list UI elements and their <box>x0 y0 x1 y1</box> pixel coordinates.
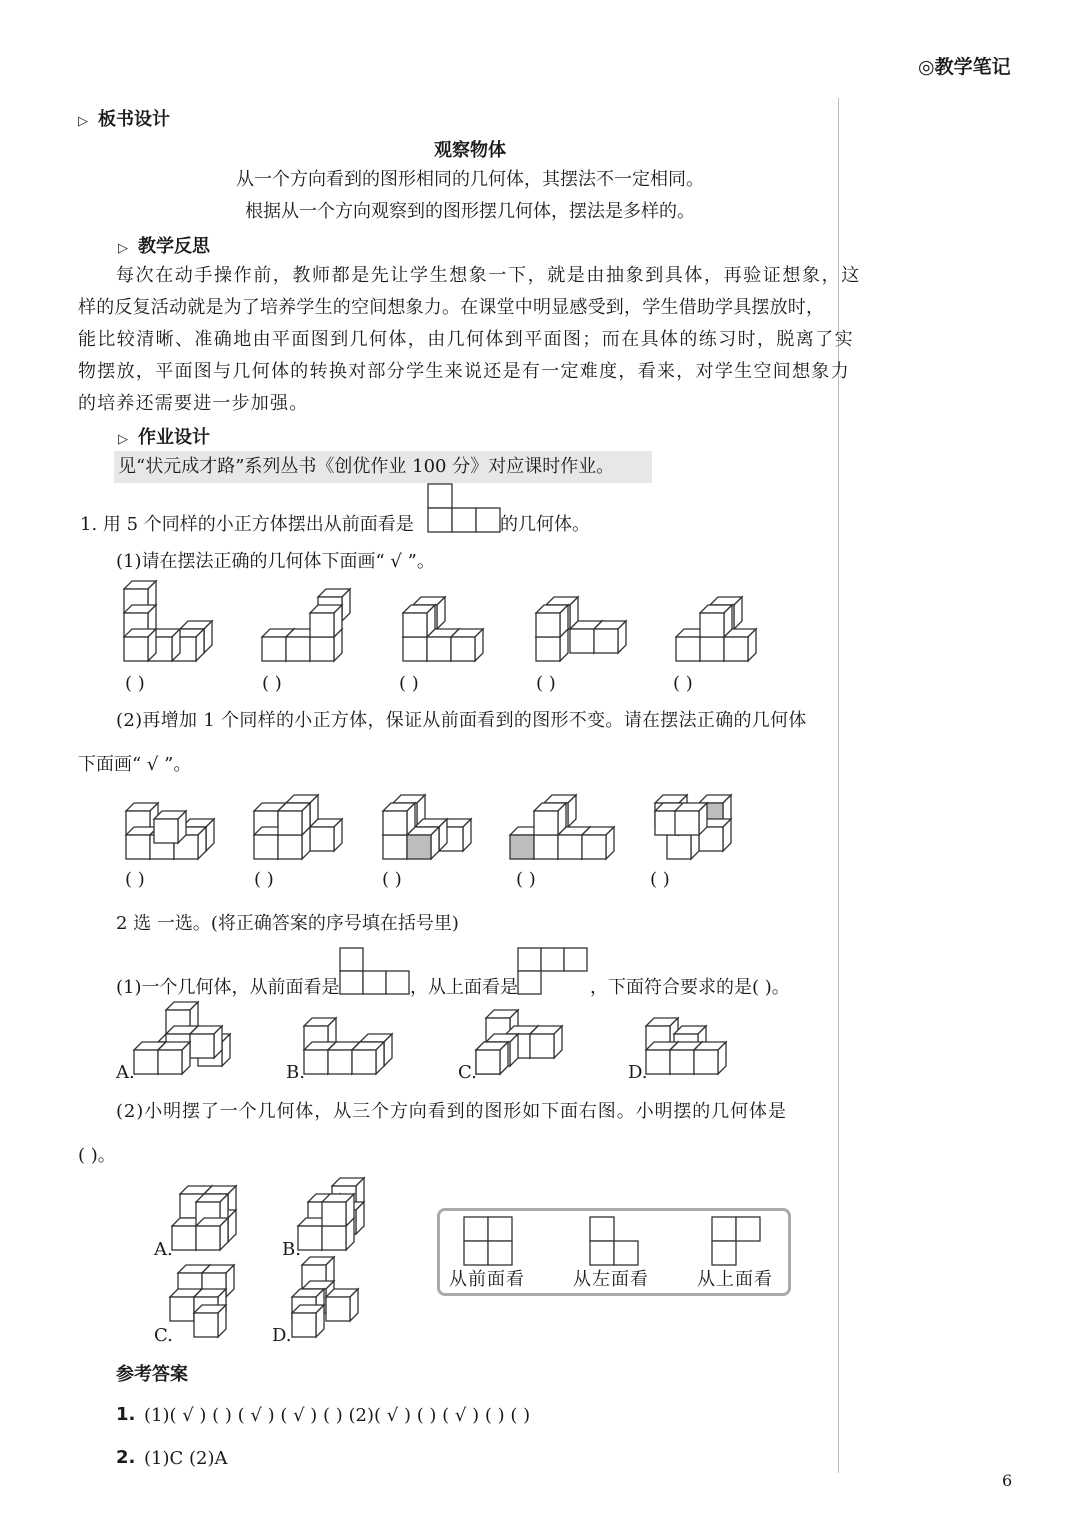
option-a-label: A. <box>154 1239 173 1260</box>
answer-blank[interactable]: ( ) <box>125 673 145 694</box>
notes-header: ◎教学笔记 <box>918 56 1011 78</box>
reflection-line: 的培养还需要进一步加强。 <box>78 393 309 414</box>
view-label-top: 从上面看 <box>697 1269 773 1290</box>
q2-sub1-c: ，下面符合要求的是( )。 <box>590 977 790 998</box>
answer-2: (1)C (2)A <box>144 1448 228 1469</box>
q1-stem-end: 的几何体。 <box>500 514 590 535</box>
answer-blank[interactable]: ( ) <box>516 869 536 890</box>
section-title: 板书设计 <box>98 109 170 130</box>
q2-sub2-line2: ( )。 <box>78 1145 116 1166</box>
left-view-grid <box>590 1217 638 1265</box>
reflection-line: 每次在动手操作前，教师都是先让学生想象一下，就是由抽象到具体，再验证想象，这 <box>116 265 861 286</box>
answers-heading: 参考答案 <box>116 1364 188 1385</box>
front-view-grid <box>464 1217 512 1265</box>
option-c-label: C. <box>458 1062 477 1083</box>
homework-text: 见“状元成才路”系列丛书《创优作业 100 分》对应课时作业。 <box>114 451 652 483</box>
q2-sub1-a: (1)一个几何体，从前面看是 <box>116 977 340 998</box>
answer-1-number: 1. <box>116 1404 136 1425</box>
q1-sub2-line2: 下面画“ √ ”。 <box>78 754 192 775</box>
section-title: 作业设计 <box>138 427 210 448</box>
answer-blank[interactable]: ( ) <box>382 869 402 890</box>
board-line-2: 根据从一个方向观察到的图形摆几何体，摆法是多样的。 <box>245 201 695 222</box>
q2-sub1-b: ，从上面看是 <box>410 977 518 998</box>
answer-blank[interactable]: ( ) <box>399 673 419 694</box>
option-b-label: B. <box>286 1062 305 1083</box>
answer-blank[interactable]: ( ) <box>536 673 556 694</box>
q1-sub1: (1)请在摆法正确的几何体下面画“ √ ”。 <box>116 551 435 572</box>
option-d-label: D. <box>628 1062 648 1083</box>
answer-blank[interactable]: ( ) <box>673 673 693 694</box>
q2-stem: 2 选 一选。(将正确答案的序号填在括号里) <box>116 913 459 934</box>
q1-stem: 1. 用 5 个同样的小正方体摆出从前面看是 <box>80 514 414 535</box>
view-label-left: 从左面看 <box>573 1269 649 1290</box>
triangle-bullet-icon: ▷ <box>118 432 128 447</box>
option-d-label: D. <box>272 1325 292 1346</box>
triangle-bullet-icon: ▷ <box>118 241 128 256</box>
answer-blank[interactable]: ( ) <box>650 869 670 890</box>
board-title: 观察物体 <box>434 140 506 161</box>
option-b-label: B. <box>282 1239 301 1260</box>
option-c-label: C. <box>154 1325 173 1346</box>
answer-2-number: 2. <box>116 1447 136 1468</box>
q2-sub2-line1: (2)小明摆了一个几何体，从三个方向看到的图形如下面右图。小明摆的几何体是 <box>116 1101 787 1122</box>
answer-blank[interactable]: ( ) <box>262 673 282 694</box>
reflection-line: 能比较清晰、准确地由平面图到几何体，由几何体到平面图；而在具体的练习时，脱离了实 <box>78 329 854 350</box>
reflection-line: 物摆放，平面图与几何体的转换对部分学生来说还是有一定难度，看来，对学生空间想象力 <box>78 361 850 382</box>
page-number: 6 <box>1002 1471 1013 1490</box>
view-label-front: 从前面看 <box>449 1269 525 1290</box>
answer-blank[interactable]: ( ) <box>125 869 145 890</box>
answer-1: (1)( √ ) ( ) ( √ ) ( √ ) ( ) (2)( √ ) ( ) ( √ ) ( ) ( ) <box>144 1405 531 1426</box>
answer-blank[interactable]: ( ) <box>254 869 274 890</box>
reflection-line: 样的反复活动就是为了培养学生的空间想象力。在课堂中明显感受到，学生借助学具摆放时， <box>78 297 825 318</box>
triangle-bullet-icon: ▷ <box>78 114 88 129</box>
top-view-grid <box>712 1217 760 1265</box>
option-a-label: A. <box>116 1062 135 1083</box>
board-line-1: 从一个方向看到的图形相同的几何体，其摆法不一定相同。 <box>236 169 704 190</box>
section-title: 教学反思 <box>138 236 210 257</box>
q1-sub2-line1: (2)再增加 1 个同样的小正方体，保证从前面看到的图形不变。请在摆法正确的几何体 <box>116 710 807 731</box>
